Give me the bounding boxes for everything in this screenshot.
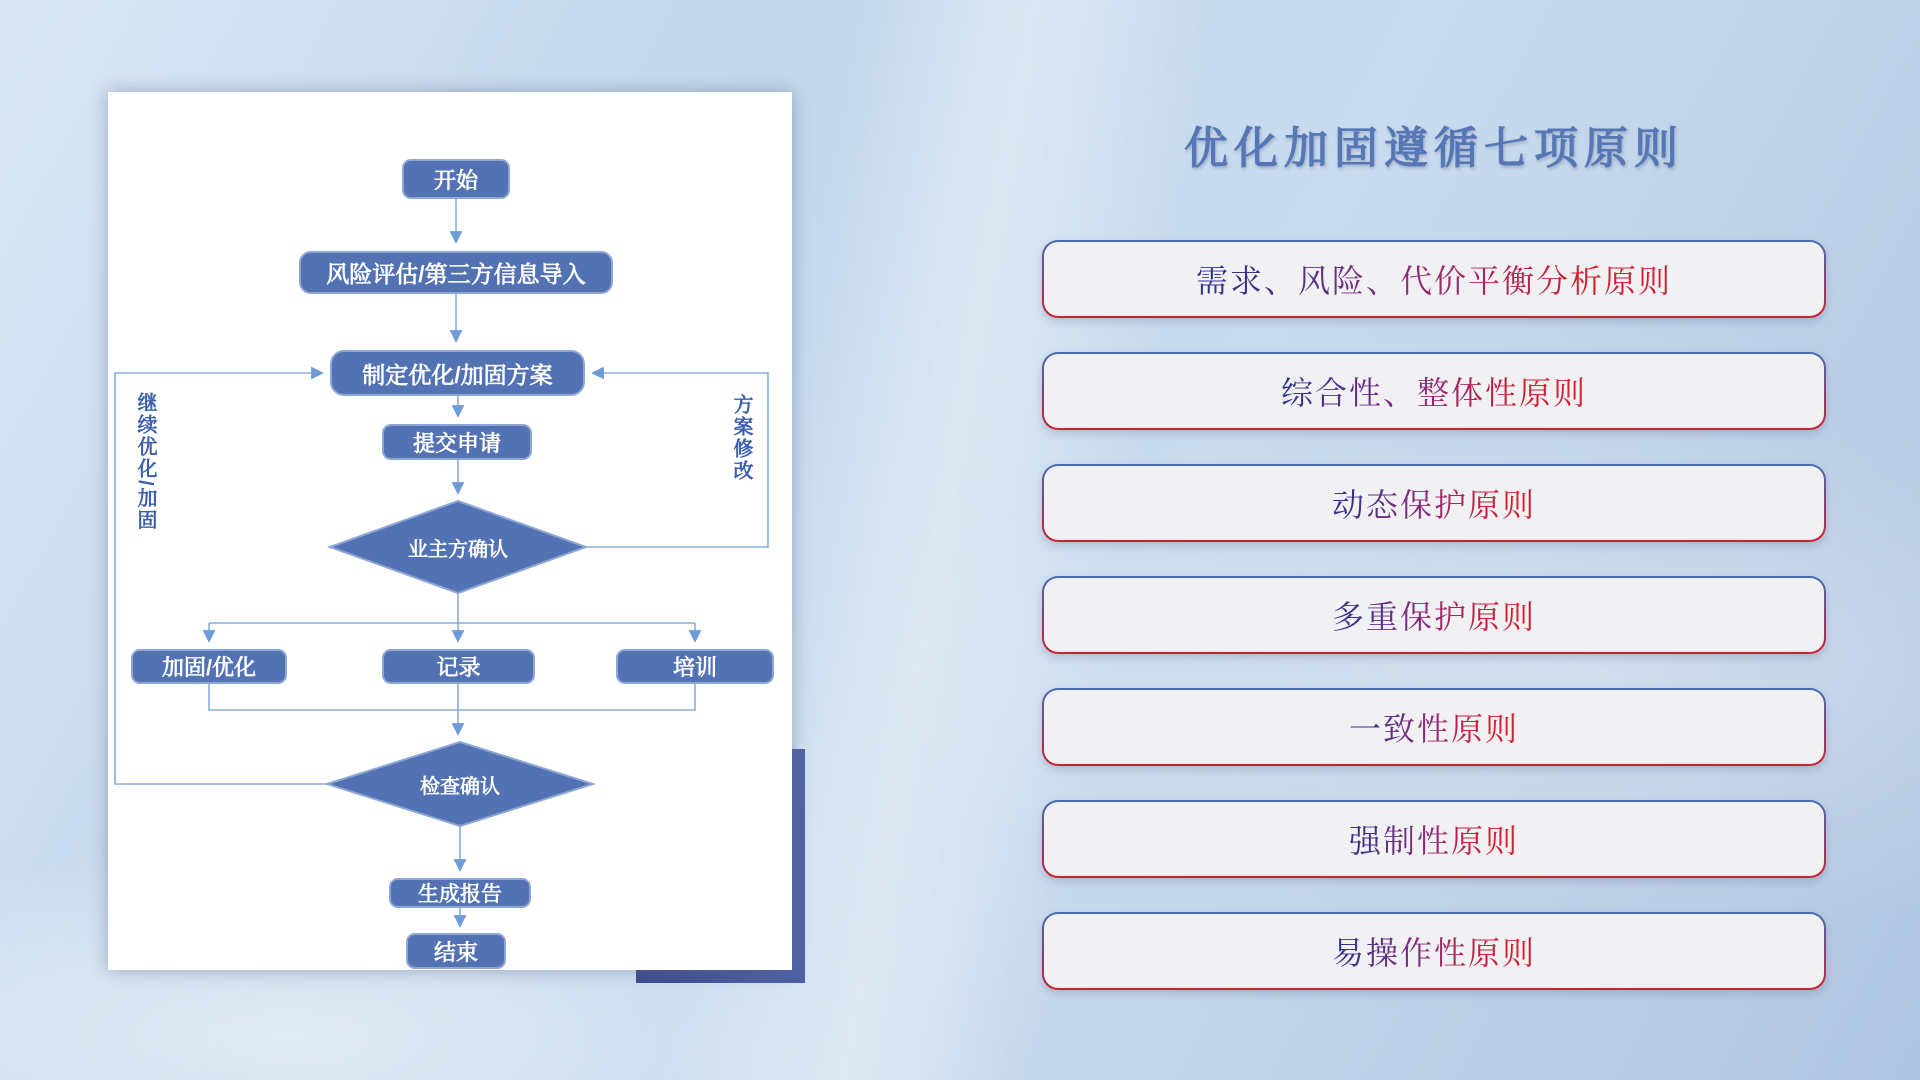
flow-node-gen-report: 生成报告 bbox=[389, 878, 531, 908]
principle-card bbox=[1042, 576, 1826, 654]
principles-list bbox=[1042, 240, 1826, 1024]
principle-text: 需求、风险、代价平衡分析原则 bbox=[1196, 256, 1672, 302]
principle-card bbox=[1042, 352, 1826, 430]
flow-decision-check-confirm-label: 检查确认 bbox=[420, 775, 500, 798]
flow-node-make-plan: 制定优化/加固方案 bbox=[330, 350, 585, 396]
principle-text: 一致性原则 bbox=[1349, 704, 1519, 750]
principle-text: 强制性原则 bbox=[1349, 816, 1519, 862]
flow-decision-owner-confirm-label: 业主方确认 bbox=[408, 538, 508, 561]
edge-label-continue-optimize: 继续优化/加固 bbox=[134, 392, 156, 532]
principle-text: 动态保护原则 bbox=[1332, 480, 1536, 526]
flow-node-end: 结束 bbox=[406, 933, 506, 969]
principle-card-inner bbox=[1044, 914, 1824, 988]
principle-text: 多重保护原则 bbox=[1332, 592, 1536, 638]
principle-text: 综合性、整体性原则 bbox=[1281, 368, 1587, 414]
principle-card-inner bbox=[1044, 802, 1824, 876]
flow-node-start: 开始 bbox=[402, 159, 510, 199]
flow-node-training: 培训 bbox=[616, 649, 774, 684]
flow-node-harden-optimize: 加固/优化 bbox=[131, 649, 287, 684]
principle-card bbox=[1042, 240, 1826, 318]
principle-card bbox=[1042, 912, 1826, 990]
flow-node-submit: 提交申请 bbox=[382, 424, 532, 460]
principle-card-inner bbox=[1044, 466, 1824, 540]
principle-card-inner bbox=[1044, 242, 1824, 316]
flow-node-risk-import: 风险评估/第三方信息导入 bbox=[299, 251, 613, 294]
principle-card-inner bbox=[1044, 578, 1824, 652]
principle-card-inner bbox=[1044, 354, 1824, 428]
page-title: 优化加固遵循七项原则 bbox=[1184, 124, 1684, 173]
principle-card-inner bbox=[1044, 690, 1824, 764]
principle-text: 易操作性原则 bbox=[1332, 928, 1536, 974]
principle-card bbox=[1042, 800, 1826, 878]
principle-card bbox=[1042, 688, 1826, 766]
flowchart-card bbox=[108, 92, 792, 970]
flow-node-record: 记录 bbox=[382, 649, 535, 684]
edge-label-plan-revision: 方案修改 bbox=[730, 394, 752, 482]
principle-card bbox=[1042, 464, 1826, 542]
